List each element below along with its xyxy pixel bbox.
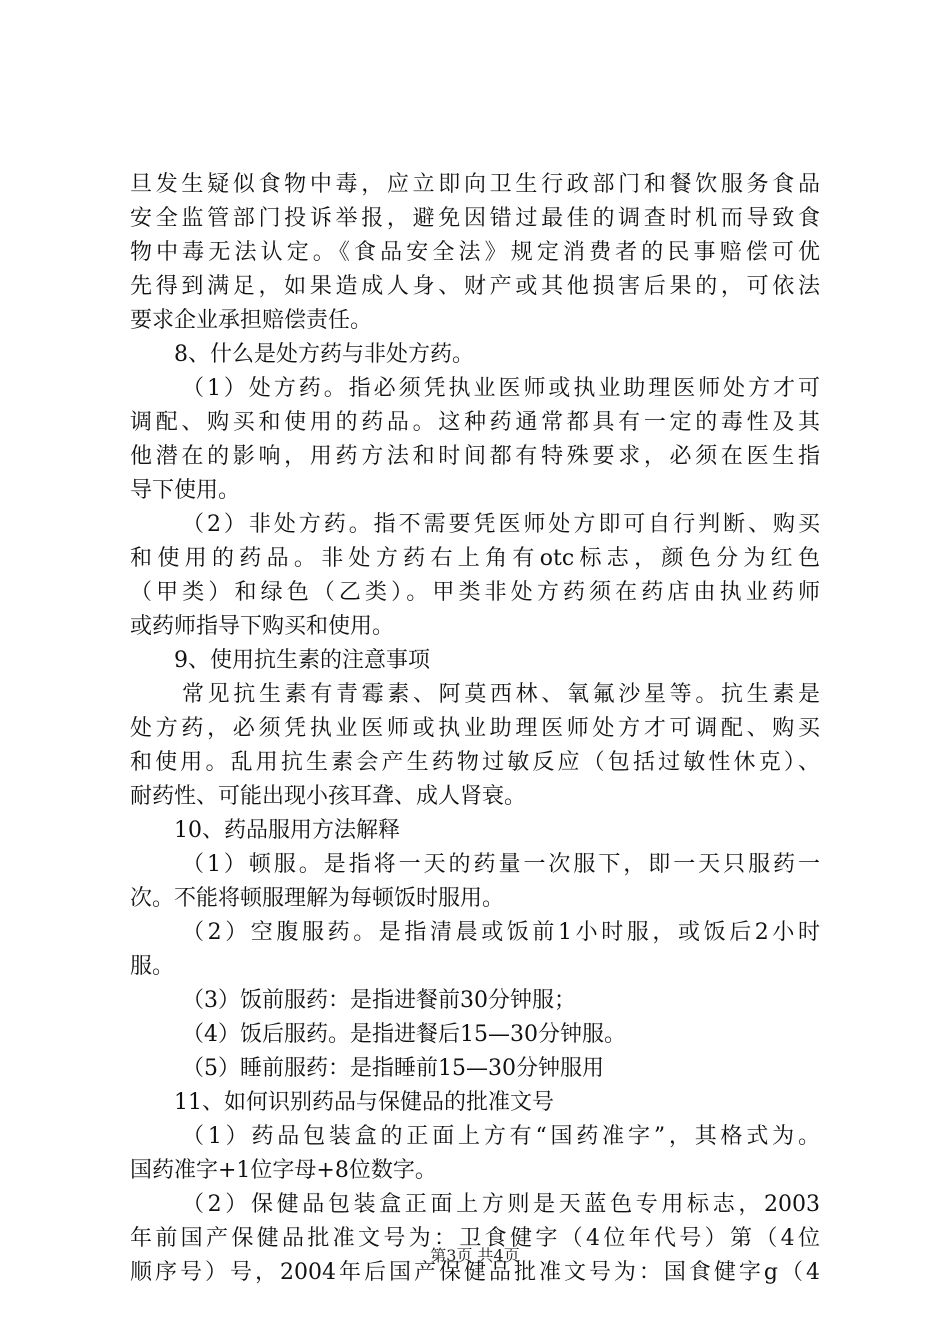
page-footer: 第3页 共4页 — [430, 1246, 520, 1265]
text-line: （1）顿服。是指将一天的药量一次服下，即一天只服药一 — [182, 852, 820, 877]
text-line: 他潜在的影响，用药方法和时间都有特殊要求，必须在医生指 — [130, 444, 820, 469]
text-line: 国药准字+1位字母+8位数字。 — [130, 1158, 437, 1183]
text-line: 年前国产保健品批准文号为：卫食健字（4位年代号）第（4位 — [130, 1226, 820, 1251]
document-body — [130, 168, 820, 1290]
text-line: 服。 — [130, 954, 175, 979]
text-line: 安全监管部门投诉举报，避免因错过最佳的调查时机而导致食 — [130, 206, 820, 231]
text-line: 要求企业承担赔偿责任。 — [130, 308, 373, 333]
text-line: 先得到满足，如果造成人身、财产或其他损害后果的，可依法 — [130, 274, 820, 299]
text-line: （5）睡前服药：是指睡前15—30分钟服用 — [182, 1056, 604, 1081]
section-heading: 9、使用抗生素的注意事项 — [174, 648, 430, 673]
text-line: 耐药性、可能出现小孩耳聋、成人肾衰。 — [130, 784, 527, 809]
section-heading: 11、如何识别药品与保健品的批准文号 — [174, 1090, 554, 1115]
text-line: 调配、购买和使用的药品。这种药通常都具有一定的毒性及其 — [130, 410, 820, 435]
text-line: （2）空腹服药。是指清晨或饭前1小时服，或饭后2小时 — [182, 920, 820, 945]
text-line: 物中毒无法认定。《食品安全法》规定消费者的民事赔偿可优 — [130, 240, 820, 265]
text-line: 处方药，必须凭执业医师或执业助理医师处方才可调配、购买 — [130, 716, 820, 741]
text-line: （4）饭后服药。是指进餐后15—30分钟服。 — [182, 1022, 626, 1047]
text-line: （2）保健品包装盒正面上方则是天蓝色专用标志，2003 — [182, 1192, 820, 1217]
text-line: （2）非处方药。指不需要凭医师处方即可自行判断、购买 — [182, 512, 820, 537]
text-line: （甲类）和绿色（乙类）。甲类非处方药须在药店由执业药师 — [130, 580, 820, 605]
text-line: （3）饭前服药：是指进餐前30分钟服； — [182, 988, 576, 1013]
text-line: 和使用。乱用抗生素会产生药物过敏反应（包括过敏性休克）、 — [130, 750, 820, 775]
text-line: 和使用的药品。非处方药右上角有otc标志，颜色分为红色 — [130, 546, 820, 571]
text-line: 或药师指导下购买和使用。 — [130, 614, 395, 639]
text-line: （1）处方药。指必须凭执业医师或执业助理医师处方才可 — [182, 376, 820, 401]
section-heading: 10、药品服用方法解释 — [174, 818, 400, 843]
text-line: 旦发生疑似食物中毒，应立即向卫生行政部门和餐饮服务食品 — [130, 172, 820, 197]
text-line: （1）药品包装盒的正面上方有“国药准字”，其格式为。 — [182, 1124, 820, 1149]
text-line: 常见抗生素有青霉素、阿莫西林、氧氟沙星等。抗生素是 — [182, 682, 820, 707]
text-line: 导下使用。 — [130, 478, 241, 503]
text-line: 次。不能将顿服理解为每顿饭时服用。 — [130, 886, 505, 911]
text-line: 顺序号）号，2004年后国产保健品批准文号为：国食健字g（4 — [130, 1260, 820, 1285]
section-heading: 8、什么是处方药与非处方药。 — [174, 342, 474, 367]
